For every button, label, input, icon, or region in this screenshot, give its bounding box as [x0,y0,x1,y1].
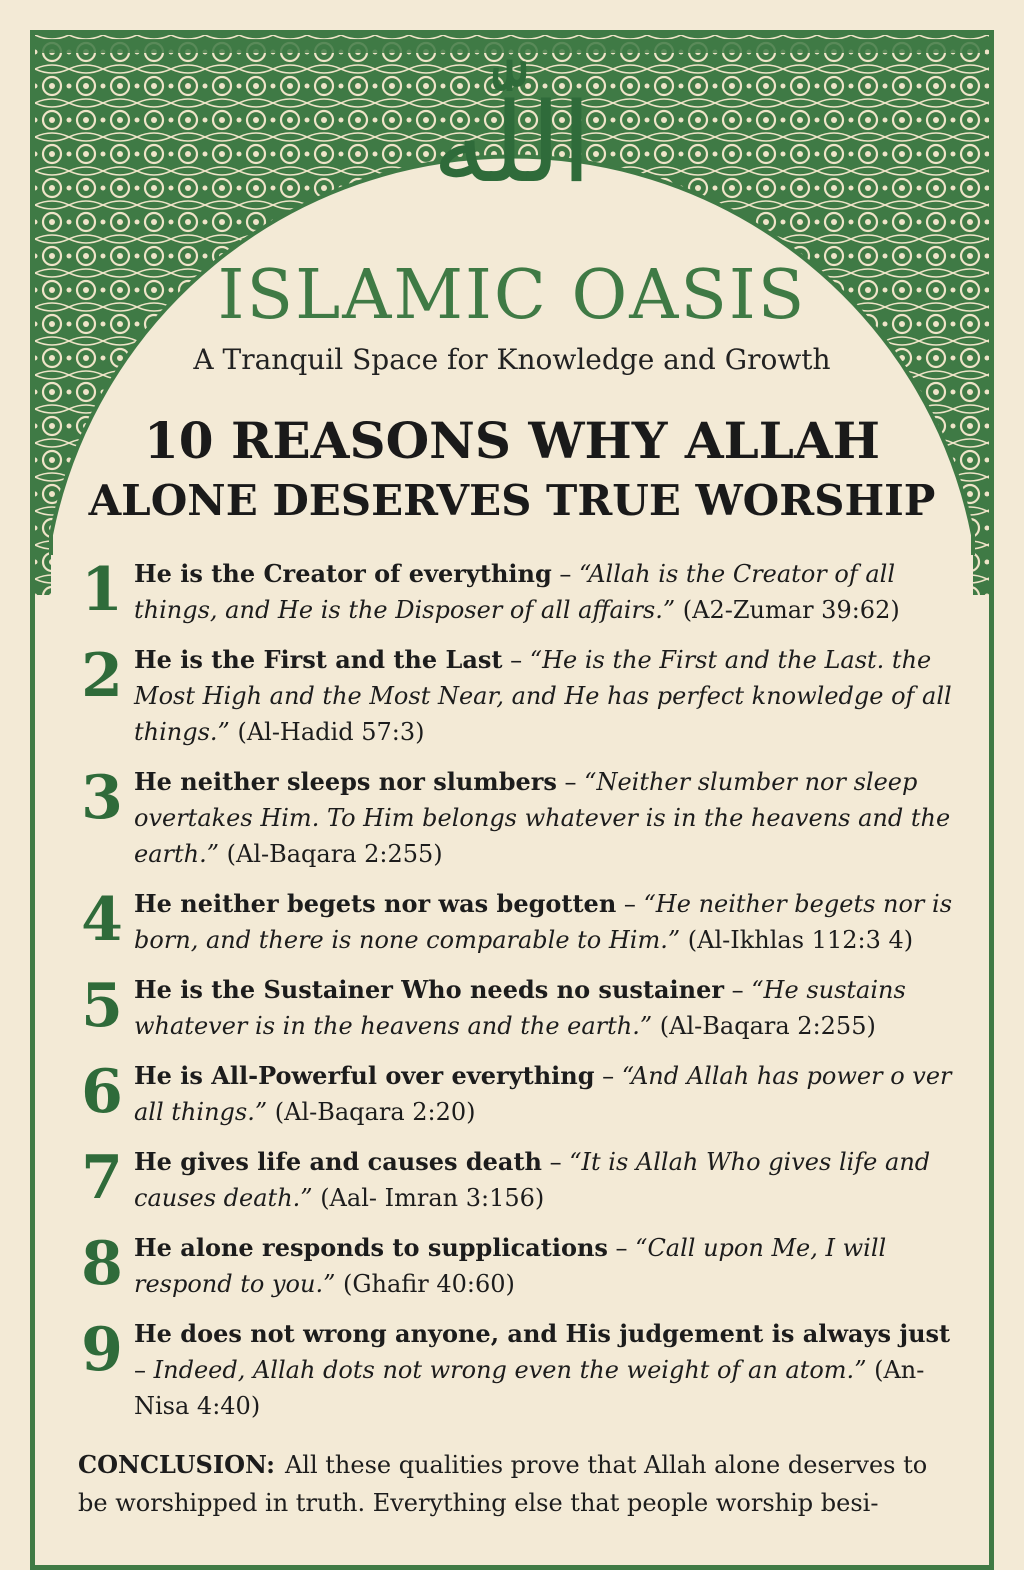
reason-number: 2 [81,641,123,711]
reason-text: He is the Creator of everything – “Allah is the Creator of all things, and He is the Disposer of all affairs.” (A2-Zumar 39:62) [134,559,900,624]
reason-quote: Indeed, Allah dots not wrong even the weight of an atom.” [153,1356,867,1384]
reason-text: He gives life and causes death – “It is Allah Who gives life and causes death.” (Aal- Imran 3:156) [134,1147,931,1212]
reason-number: 8 [81,1229,123,1299]
reason-reference: (Aal- Imran 3:156) [320,1184,545,1212]
reason-quote: “Call upon Me, I will respond to you.” [134,1234,887,1298]
list-item [70,764,955,872]
list-item [70,972,955,1044]
conclusion-label: CONCLUSION: [78,1450,275,1479]
reason-title: He is the Sustainer Who needs no sustainer [134,975,725,1004]
reason-text: He neither begets nor was begotten – “He neither begets nor is born, and there is none comparable to Him.” (Al-Ikhlas 112:3 4) [134,889,953,954]
reason-reference: (Al-Baqara 2:255) [659,1012,876,1040]
heading-line-2: ALONE DESERVES TRUE WORSHIP [88,476,936,525]
reason-number: 5 [81,971,123,1041]
reason-text: He is All-Powerful over everything – “And Allah has power o ver all things.” (Al-Baqara 2:20) [134,1061,952,1126]
list-item [70,886,955,958]
list-item [70,556,955,628]
list-item [70,1144,955,1216]
reason-text: He is the First and the Last – “He is the First and the Last. the Most High and the Most Near, and He has perfect knowledge of all things.” (Al-Hadid 57:3) [134,645,952,746]
reason-number: 9 [81,1315,123,1385]
list-item [70,642,955,750]
list-item [70,1316,955,1424]
reasons-list [70,556,955,1438]
reason-reference: (Al-Hadid 57:3) [237,718,425,746]
reason-reference: (A2-Zumar 39:62) [682,596,900,624]
reason-title: He is the Creator of everything [134,559,552,588]
reason-reference: (An-Nisa 4:40) [134,1356,925,1420]
reason-reference: (Al-Ikhlas 112:3 4) [687,926,914,954]
reason-text: He is the Sustainer Who needs no sustainer – “He sustains whatever is in the heavens and the earth.” (Al-Baqara 2:255) [134,975,906,1040]
allah-calligraphy: اللّٰه [432,79,592,207]
reason-quote: “Neither slumber nor sleep overtakes Him. To Him belongs whatever is in the heavens and the earth.” [134,768,951,868]
reason-reference: (Ghafir 40:60) [342,1270,515,1298]
reason-title: He neither begets nor was begotten [134,889,617,918]
reason-reference: (Al-Baqara 2:20) [274,1098,476,1126]
reason-text: He neither sleeps nor slumbers – “Neither slumber nor sleep overtakes Him. To Him belongs whatever is in the heavens and the earth.” (Al-Baqara 2:255) [134,767,951,868]
conclusion-text: All these qualities prove that Allah alone deserves to be worshipped in truth. Everything else that people worship besi- [78,1451,928,1517]
reason-title: He is All-Powerful over everything [134,1061,595,1090]
tagline: A Tranquil Space for Knowledge and Growth [193,343,831,376]
reason-reference: (Al-Baqara 2:255) [226,840,443,868]
reason-title: He neither sleeps nor slumbers [134,767,557,796]
reason-title: He is the First and the Last [134,645,503,674]
reason-number: 1 [81,555,123,625]
reason-quote: “He neither begets nor is born, and there is none comparable to Him.” [134,890,953,954]
reason-quote: “It is Allah Who gives life and causes death.” [134,1148,931,1212]
list-item [70,1230,955,1302]
reason-number: 3 [81,763,123,833]
reason-quote: “Allah is the Creator of all things, and He is the Disposer of all affairs.” [134,560,895,624]
reason-quote: “He sustains whatever is in the heavens and the earth.” [134,976,906,1040]
reason-quote: “And Allah has power o ver all things.” [134,1062,952,1126]
reason-number: 4 [81,885,123,955]
reason-title: He does not wrong anyone, and His judgement is always just [134,1319,951,1348]
reason-text: He does not wrong anyone, and His judgement is always just – Indeed, Allah dots not wrong even the weight of an atom.” (An-Nisa 4:40) [134,1319,951,1420]
reason-number: 7 [81,1143,123,1213]
heading-line-1: 10 REASONS WHY ALLAH [144,411,880,470]
reason-quote: “He is the First and the Last. the Most High and the Most Near, and He has perfect knowledge of all things.” [134,646,952,746]
list-item [70,1058,955,1130]
site-title: ISLAMIC OASIS [217,256,807,335]
reason-text: He alone responds to supplications – “Call upon Me, I will respond to you.” (Ghafir 40:60) [134,1233,887,1298]
conclusion [78,1446,958,1522]
reason-number: 6 [81,1057,123,1127]
reason-title: He gives life and causes death [134,1147,542,1176]
reason-title: He alone responds to supplications [134,1233,608,1262]
